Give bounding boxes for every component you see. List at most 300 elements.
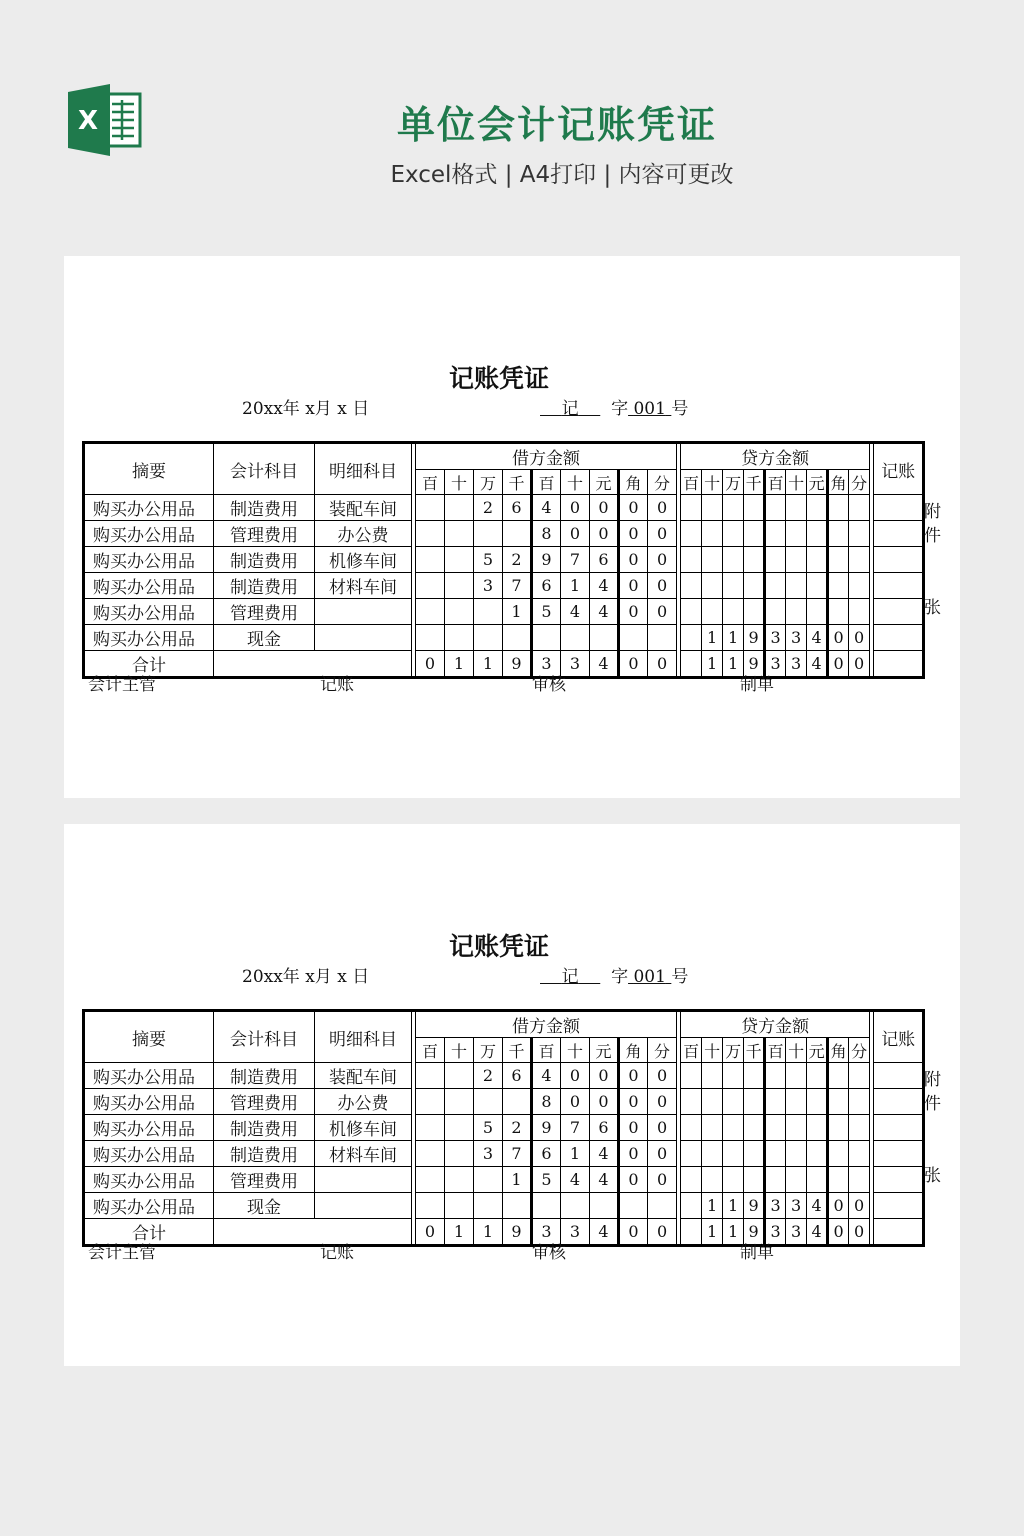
credit-digit	[744, 521, 765, 547]
debit-unit: 分	[648, 470, 677, 495]
attachment-label-1: 附	[924, 1070, 941, 1090]
credit-digit	[786, 1141, 807, 1167]
credit-digit	[681, 1167, 702, 1193]
debit-digit: 0	[619, 521, 648, 547]
credit-digit	[723, 599, 744, 625]
debit-digit	[648, 1193, 677, 1219]
credit-digit	[744, 495, 765, 521]
credit-digit	[744, 1063, 765, 1089]
credit-digit	[849, 521, 870, 547]
total-credit-digit: 1	[723, 651, 744, 678]
credit-digit	[807, 1089, 828, 1115]
total-debit-digit: 3	[532, 651, 561, 678]
col-detail: 明细科目	[315, 443, 412, 495]
debit-digit	[445, 495, 474, 521]
debit-digit	[532, 1193, 561, 1219]
credit-unit: 十	[786, 1038, 807, 1063]
row-posted	[874, 547, 924, 573]
credit-digit: 0	[828, 625, 849, 651]
credit-digit	[681, 1193, 702, 1219]
row-detail: 办公费	[315, 1089, 412, 1115]
debit-digit: 0	[648, 1141, 677, 1167]
credit-digit	[765, 1141, 786, 1167]
row-account: 制造费用	[214, 495, 315, 521]
debit-digit: 5	[474, 547, 503, 573]
signature-supervisor: 会计主管	[88, 675, 156, 695]
debit-digit: 3	[474, 1141, 503, 1167]
credit-digit	[723, 1089, 744, 1115]
credit-digit	[828, 1167, 849, 1193]
credit-digit	[765, 1089, 786, 1115]
credit-digit: 9	[744, 1193, 765, 1219]
attachment-label-3: 张	[924, 1166, 941, 1186]
credit-digit	[786, 1063, 807, 1089]
total-debit-digit: 0	[416, 651, 445, 678]
col-account: 会计科目	[214, 1011, 315, 1063]
debit-digit	[445, 1193, 474, 1219]
credit-digit: 3	[786, 625, 807, 651]
total-credit-digit: 9	[744, 651, 765, 678]
row-detail: 机修车间	[315, 547, 412, 573]
credit-digit	[702, 521, 723, 547]
credit-digit: 1	[702, 1193, 723, 1219]
credit-digit	[849, 1167, 870, 1193]
credit-digit	[849, 1089, 870, 1115]
debit-digit: 7	[561, 547, 590, 573]
credit-digit	[744, 599, 765, 625]
debit-digit	[561, 1193, 590, 1219]
debit-unit: 元	[590, 470, 619, 495]
credit-digit	[765, 1063, 786, 1089]
total-credit-digit: 0	[828, 1219, 849, 1246]
debit-digit	[474, 1193, 503, 1219]
page-title: 单位会计记账凭证	[396, 103, 717, 147]
total-credit-digit: 3	[786, 651, 807, 678]
debit-digit	[445, 547, 474, 573]
row-detail: 装配车间	[315, 1063, 412, 1089]
debit-digit	[416, 495, 445, 521]
credit-digit	[744, 1141, 765, 1167]
debit-digit: 2	[503, 1115, 532, 1141]
voucher-number-line: 记 字 001 号	[561, 399, 689, 419]
credit-digit	[744, 573, 765, 599]
debit-unit: 十	[445, 1038, 474, 1063]
row-posted	[874, 1141, 924, 1167]
debit-digit	[445, 1115, 474, 1141]
debit-digit: 0	[619, 1167, 648, 1193]
credit-unit: 十	[786, 470, 807, 495]
debit-digit: 5	[532, 599, 561, 625]
total-credit-digit: 3	[786, 1219, 807, 1246]
debit-digit: 7	[503, 573, 532, 599]
debit-digit: 6	[532, 1141, 561, 1167]
total-label: 合计	[84, 1219, 214, 1246]
col-credit: 贷方金额	[681, 443, 870, 470]
row-account: 管理费用	[214, 521, 315, 547]
debit-digit: 0	[648, 1167, 677, 1193]
col-debit: 借方金额	[416, 1011, 677, 1038]
debit-digit: 6	[503, 495, 532, 521]
total-label: 合计	[84, 651, 214, 678]
table-row	[84, 1089, 924, 1115]
credit-digit	[723, 573, 744, 599]
table-row	[84, 1115, 924, 1141]
credit-digit	[849, 1063, 870, 1089]
debit-digit: 0	[648, 495, 677, 521]
debit-digit: 0	[619, 1141, 648, 1167]
credit-digit	[723, 1063, 744, 1089]
credit-digit	[828, 547, 849, 573]
debit-digit	[474, 599, 503, 625]
credit-digit: 3	[765, 625, 786, 651]
debit-digit: 0	[619, 1063, 648, 1089]
total-credit-digit: 3	[765, 651, 786, 678]
debit-unit: 万	[474, 470, 503, 495]
total-credit-digit: 0	[828, 651, 849, 678]
credit-digit: 3	[765, 1193, 786, 1219]
row-posted	[874, 599, 924, 625]
total-debit-digit: 0	[619, 651, 648, 678]
credit-unit: 万	[723, 470, 744, 495]
credit-digit	[807, 547, 828, 573]
voucher-date: 20xx年 x月 x 日	[242, 967, 370, 987]
signature-supervisor: 会计主管	[88, 1243, 156, 1263]
total-debit-digit: 3	[561, 1219, 590, 1246]
row-posted	[874, 625, 924, 651]
credit-digit	[828, 521, 849, 547]
col-credit: 贷方金额	[681, 1011, 870, 1038]
total-debit-digit: 3	[561, 651, 590, 678]
credit-digit	[702, 1115, 723, 1141]
total-debit-digit: 9	[503, 651, 532, 678]
debit-digit	[416, 1115, 445, 1141]
debit-digit: 2	[474, 495, 503, 521]
total-row	[84, 1219, 924, 1246]
debit-digit: 2	[474, 1063, 503, 1089]
total-debit-digit: 1	[474, 1219, 503, 1246]
credit-digit: 4	[807, 1193, 828, 1219]
debit-digit: 0	[590, 1089, 619, 1115]
debit-digit: 0	[648, 599, 677, 625]
total-debit-digit: 4	[590, 651, 619, 678]
credit-digit	[828, 495, 849, 521]
debit-digit	[445, 625, 474, 651]
credit-digit	[681, 625, 702, 651]
credit-digit	[765, 521, 786, 547]
credit-digit	[828, 1089, 849, 1115]
total-credit-digit	[681, 651, 702, 678]
total-debit-digit: 9	[503, 1219, 532, 1246]
debit-digit	[503, 521, 532, 547]
table-row	[84, 1141, 924, 1167]
col-posted: 记账	[874, 1011, 924, 1063]
debit-digit: 2	[503, 547, 532, 573]
voucher-date: 20xx年 x月 x 日	[242, 399, 370, 419]
credit-digit: 1	[723, 1193, 744, 1219]
debit-digit: 3	[474, 573, 503, 599]
row-account: 现金	[214, 625, 315, 651]
debit-digit: 0	[619, 1089, 648, 1115]
debit-digit: 0	[561, 1063, 590, 1089]
row-summary: 购买办公用品	[84, 495, 214, 521]
credit-unit: 角	[828, 470, 849, 495]
credit-unit: 元	[807, 1038, 828, 1063]
debit-digit: 5	[532, 1167, 561, 1193]
credit-digit	[723, 1115, 744, 1141]
credit-digit	[828, 1063, 849, 1089]
table-row	[84, 625, 924, 651]
credit-digit	[765, 1115, 786, 1141]
credit-digit	[786, 1089, 807, 1115]
credit-unit: 百	[681, 470, 702, 495]
total-posted	[874, 651, 924, 678]
credit-digit	[702, 547, 723, 573]
row-posted	[874, 573, 924, 599]
debit-unit: 千	[503, 1038, 532, 1063]
signature-bookkeeper: 记账	[320, 1243, 354, 1263]
credit-digit	[723, 547, 744, 573]
signature-auditor: 审核	[532, 1243, 566, 1263]
row-detail: 装配车间	[315, 495, 412, 521]
credit-digit: 0	[828, 1193, 849, 1219]
credit-digit	[786, 1115, 807, 1141]
total-debit-digit: 1	[445, 1219, 474, 1246]
voucher-number-line: 记 字 001 号	[561, 967, 689, 987]
credit-digit	[681, 521, 702, 547]
credit-unit: 角	[828, 1038, 849, 1063]
total-debit-digit: 1	[445, 651, 474, 678]
debit-digit	[416, 1167, 445, 1193]
table-row	[84, 1193, 924, 1219]
debit-digit: 6	[590, 547, 619, 573]
row-summary: 购买办公用品	[84, 625, 214, 651]
debit-digit: 0	[648, 1115, 677, 1141]
credit-digit	[807, 599, 828, 625]
credit-digit	[828, 599, 849, 625]
total-debit-digit: 0	[648, 651, 677, 678]
debit-digit	[416, 521, 445, 547]
debit-digit: 4	[590, 599, 619, 625]
debit-digit: 1	[503, 1167, 532, 1193]
debit-digit: 9	[532, 547, 561, 573]
credit-digit: 0	[849, 625, 870, 651]
table-row	[84, 599, 924, 625]
credit-digit	[765, 573, 786, 599]
total-credit-digit: 1	[702, 1219, 723, 1246]
credit-digit	[681, 547, 702, 573]
debit-digit: 4	[590, 573, 619, 599]
credit-digit	[681, 573, 702, 599]
signature-bookkeeper: 记账	[320, 675, 354, 695]
credit-unit: 百	[765, 470, 786, 495]
debit-digit	[416, 1063, 445, 1089]
total-debit-digit: 1	[474, 651, 503, 678]
attachment-label-2: 件	[924, 526, 941, 546]
attachment-label-1: 附	[924, 502, 941, 522]
row-detail: 材料车间	[315, 1141, 412, 1167]
debit-digit: 0	[619, 1115, 648, 1141]
credit-digit	[765, 1167, 786, 1193]
credit-digit	[723, 495, 744, 521]
row-summary: 购买办公用品	[84, 1193, 214, 1219]
debit-digit	[416, 1141, 445, 1167]
debit-digit: 4	[561, 599, 590, 625]
voucher-title: 记账凭证	[448, 932, 549, 961]
credit-digit	[807, 1115, 828, 1141]
row-account: 制造费用	[214, 1141, 315, 1167]
debit-digit	[416, 1193, 445, 1219]
credit-unit: 万	[723, 1038, 744, 1063]
debit-digit: 0	[561, 1089, 590, 1115]
credit-unit: 元	[807, 470, 828, 495]
debit-digit	[474, 1167, 503, 1193]
row-summary: 购买办公用品	[84, 1089, 214, 1115]
credit-digit	[744, 1115, 765, 1141]
row-posted	[874, 521, 924, 547]
row-detail	[315, 599, 412, 625]
table-row	[84, 1167, 924, 1193]
debit-digit	[445, 599, 474, 625]
debit-digit: 9	[532, 1115, 561, 1141]
row-account: 制造费用	[214, 1063, 315, 1089]
total-credit-digit: 9	[744, 1219, 765, 1246]
credit-digit	[786, 521, 807, 547]
credit-digit: 1	[702, 625, 723, 651]
debit-digit	[445, 1167, 474, 1193]
credit-digit	[807, 495, 828, 521]
credit-digit	[744, 1167, 765, 1193]
row-summary: 购买办公用品	[84, 1141, 214, 1167]
debit-digit: 4	[590, 1141, 619, 1167]
debit-digit: 6	[532, 573, 561, 599]
debit-digit: 6	[503, 1063, 532, 1089]
voucher-table	[82, 441, 925, 679]
debit-unit: 百	[416, 1038, 445, 1063]
row-summary: 购买办公用品	[84, 521, 214, 547]
debit-digit: 4	[532, 495, 561, 521]
row-posted	[874, 1167, 924, 1193]
debit-digit	[619, 625, 648, 651]
debit-digit: 0	[619, 573, 648, 599]
debit-digit	[474, 1089, 503, 1115]
credit-unit: 分	[849, 470, 870, 495]
debit-digit: 0	[561, 495, 590, 521]
credit-unit: 百	[765, 1038, 786, 1063]
credit-digit	[723, 1141, 744, 1167]
row-summary: 购买办公用品	[84, 1115, 214, 1141]
credit-digit	[702, 1063, 723, 1089]
col-summary: 摘要	[84, 1011, 214, 1063]
debit-digit: 0	[619, 599, 648, 625]
debit-unit: 角	[619, 470, 648, 495]
credit-digit: 0	[849, 1193, 870, 1219]
debit-unit: 百	[416, 470, 445, 495]
total-credit-digit: 0	[849, 1219, 870, 1246]
debit-digit: 0	[648, 547, 677, 573]
total-debit-digit: 3	[532, 1219, 561, 1246]
credit-digit	[723, 1167, 744, 1193]
debit-digit: 5	[474, 1115, 503, 1141]
debit-digit: 4	[590, 1167, 619, 1193]
credit-digit	[786, 547, 807, 573]
debit-digit: 0	[619, 547, 648, 573]
debit-digit	[619, 1193, 648, 1219]
row-account: 管理费用	[214, 1089, 315, 1115]
debit-unit: 百	[532, 470, 561, 495]
credit-digit	[702, 1141, 723, 1167]
debit-unit: 十	[561, 470, 590, 495]
row-posted	[874, 495, 924, 521]
credit-digit	[744, 1089, 765, 1115]
credit-digit	[849, 547, 870, 573]
credit-digit	[765, 495, 786, 521]
credit-digit: 4	[807, 625, 828, 651]
credit-digit	[681, 495, 702, 521]
row-detail: 机修车间	[315, 1115, 412, 1141]
debit-unit: 分	[648, 1038, 677, 1063]
attachment-label-2: 件	[924, 1094, 941, 1114]
credit-digit: 1	[723, 625, 744, 651]
row-account: 管理费用	[214, 1167, 315, 1193]
credit-digit	[765, 547, 786, 573]
page-subtitle: Excel格式 | A4打印 | 内容可更改	[390, 162, 734, 188]
table-row	[84, 1063, 924, 1089]
debit-digit	[503, 625, 532, 651]
debit-digit: 0	[648, 1063, 677, 1089]
voucher-card-1	[64, 256, 960, 798]
total-debit-digit: 0	[619, 1219, 648, 1246]
row-posted	[874, 1089, 924, 1115]
credit-digit	[807, 1167, 828, 1193]
credit-digit	[702, 495, 723, 521]
total-debit-digit: 0	[416, 1219, 445, 1246]
credit-unit: 百	[681, 1038, 702, 1063]
debit-unit: 十	[445, 470, 474, 495]
logo-letter: X	[77, 106, 99, 136]
row-detail: 办公费	[315, 521, 412, 547]
row-posted	[874, 1193, 924, 1219]
credit-digit	[807, 521, 828, 547]
credit-unit: 分	[849, 1038, 870, 1063]
signature-preparer: 制单	[740, 675, 774, 695]
row-account: 制造费用	[214, 573, 315, 599]
credit-digit	[828, 1115, 849, 1141]
row-account: 制造费用	[214, 1115, 315, 1141]
total-blank	[214, 651, 412, 678]
total-row	[84, 651, 924, 678]
debit-digit	[445, 1089, 474, 1115]
col-summary: 摘要	[84, 443, 214, 495]
total-posted	[874, 1219, 924, 1246]
total-credit-digit: 3	[765, 1219, 786, 1246]
debit-digit: 8	[532, 1089, 561, 1115]
debit-digit: 0	[590, 521, 619, 547]
credit-unit: 千	[744, 1038, 765, 1063]
table-row	[84, 547, 924, 573]
debit-digit: 1	[561, 1141, 590, 1167]
row-summary: 购买办公用品	[84, 573, 214, 599]
debit-digit	[561, 625, 590, 651]
table-row	[84, 521, 924, 547]
credit-digit	[702, 1167, 723, 1193]
debit-digit	[445, 521, 474, 547]
debit-digit	[590, 625, 619, 651]
credit-digit	[849, 1115, 870, 1141]
credit-digit	[681, 1115, 702, 1141]
credit-digit	[849, 573, 870, 599]
debit-digit	[503, 1193, 532, 1219]
total-credit-digit	[681, 1219, 702, 1246]
